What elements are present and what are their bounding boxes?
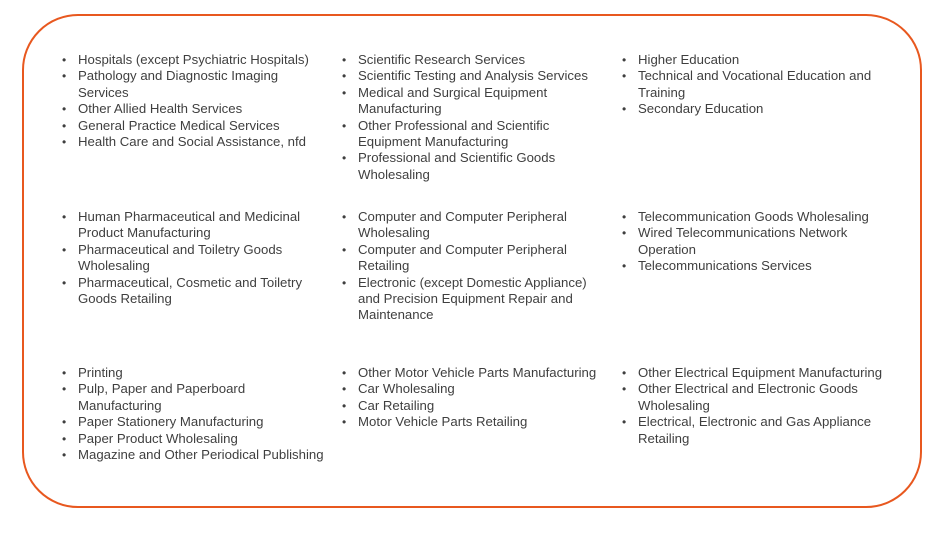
list-item: • Hospitals (except Psychiatric Hospitals) bbox=[62, 52, 330, 68]
list-item: • Magazine and Other Periodical Publishing bbox=[62, 447, 330, 463]
list-item: • Higher Education bbox=[622, 52, 890, 68]
group-motor-vehicle bbox=[342, 365, 610, 431]
group-electrical bbox=[622, 365, 890, 447]
list bbox=[342, 209, 610, 324]
list-item: • Other Electrical and Electronic Goods Wholesaling bbox=[622, 381, 890, 414]
list bbox=[622, 209, 890, 275]
list-item: • Human Pharmaceutical and Medicinal Product Manufacturing bbox=[62, 209, 330, 242]
list bbox=[62, 52, 330, 150]
list-item: • General Practice Medical Services bbox=[62, 118, 330, 134]
group-paper-printing bbox=[62, 365, 330, 463]
list-item: • Paper Product Wholesaling bbox=[62, 431, 330, 447]
group-computer bbox=[342, 209, 610, 324]
list-item: • Telecommunication Goods Wholesaling bbox=[622, 209, 890, 225]
list-item: • Pathology and Diagnostic Imaging Services bbox=[62, 68, 330, 101]
list-item: • Health Care and Social Assistance, nfd bbox=[62, 134, 330, 150]
list bbox=[342, 52, 610, 183]
list-item: • Telecommunications Services bbox=[622, 258, 890, 274]
list bbox=[342, 365, 610, 431]
list bbox=[62, 209, 330, 307]
list-item: • Pharmaceutical and Toiletry Goods Wholesaling bbox=[62, 242, 330, 275]
list bbox=[622, 52, 890, 118]
group-telecommunications bbox=[622, 209, 890, 275]
list bbox=[622, 365, 890, 447]
list-item: • Paper Stationery Manufacturing bbox=[62, 414, 330, 430]
list-item: • Printing bbox=[62, 365, 330, 381]
list-item: • Electrical, Electronic and Gas Appliance Retailing bbox=[622, 414, 890, 447]
list-item: • Scientific Testing and Analysis Services bbox=[342, 68, 610, 84]
list-item: • Computer and Computer Peripheral Retailing bbox=[342, 242, 610, 275]
list-item: • Other Motor Vehicle Parts Manufacturing bbox=[342, 365, 610, 381]
group-pharmaceutical bbox=[62, 209, 330, 307]
list-item: • Professional and Scientific Goods Wholesaling bbox=[342, 150, 610, 183]
list-item: • Wired Telecommunications Network Operation bbox=[622, 225, 890, 258]
list-item: • Medical and Surgical Equipment Manufacturing bbox=[342, 85, 610, 118]
group-health-care bbox=[62, 52, 330, 150]
list-item: • Motor Vehicle Parts Retailing bbox=[342, 414, 610, 430]
list-item: • Electronic (except Domestic Appliance) and Precision Equipment Repair and Maintenance bbox=[342, 275, 610, 324]
list bbox=[62, 365, 330, 463]
list-item: • Technical and Vocational Education and Training bbox=[622, 68, 890, 101]
list-item: • Secondary Education bbox=[622, 101, 890, 117]
group-education bbox=[622, 52, 890, 118]
list-item: • Other Professional and Scientific Equipment Manufacturing bbox=[342, 118, 610, 151]
list-item: • Pulp, Paper and Paperboard Manufacturing bbox=[62, 381, 330, 414]
list-item: • Car Retailing bbox=[342, 398, 610, 414]
list-item: • Scientific Research Services bbox=[342, 52, 610, 68]
list-item: • Computer and Computer Peripheral Wholesaling bbox=[342, 209, 610, 242]
list-item: • Other Allied Health Services bbox=[62, 101, 330, 117]
list-item: • Other Electrical Equipment Manufacturing bbox=[622, 365, 890, 381]
list-item: • Car Wholesaling bbox=[342, 381, 610, 397]
list-item: • Pharmaceutical, Cosmetic and Toiletry Goods Retailing bbox=[62, 275, 330, 308]
group-scientific bbox=[342, 52, 610, 183]
